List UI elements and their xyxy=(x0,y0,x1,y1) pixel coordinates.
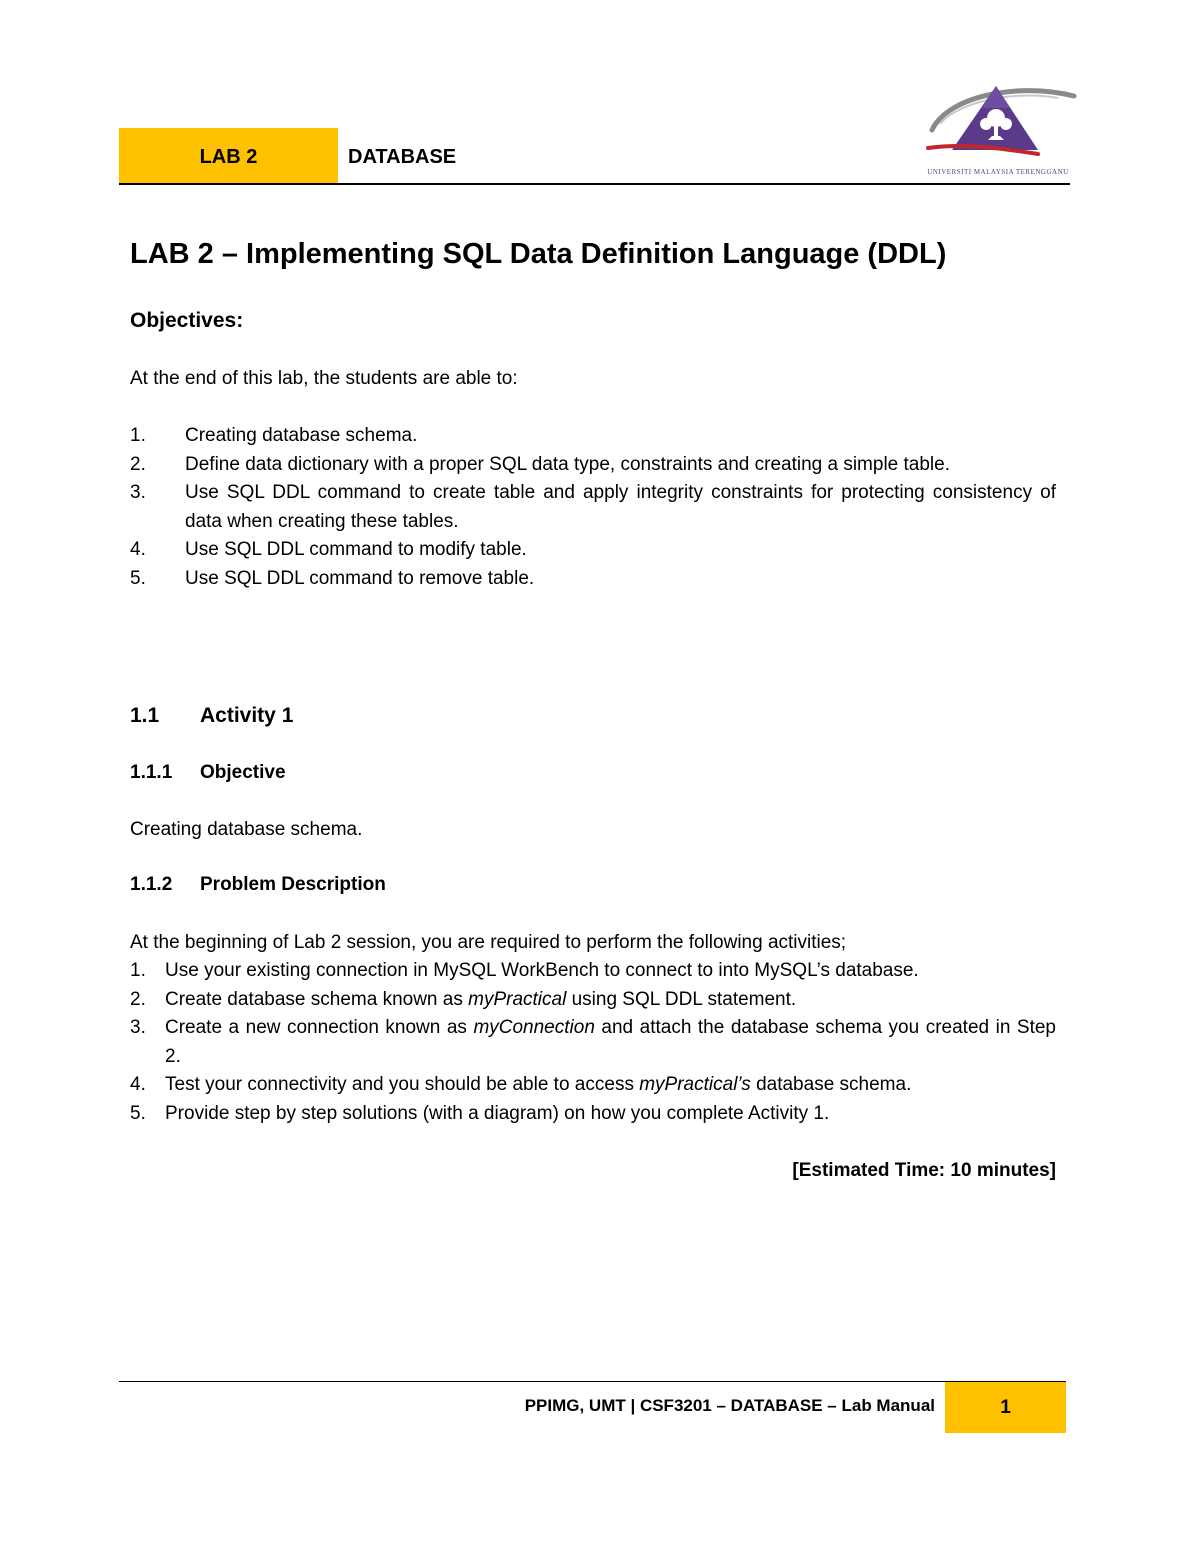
subsection-title: Problem Description xyxy=(200,874,386,895)
list-item: 2. Create database schema known as myPractical using SQL DDL statement. xyxy=(130,988,797,1010)
section-number: 1.1 xyxy=(130,704,160,727)
subject-label: DATABASE xyxy=(348,146,457,168)
list-item: 5. Use SQL DDL command to remove table. xyxy=(130,567,535,589)
objectives-list xyxy=(130,422,1056,593)
footer-divider xyxy=(119,1381,1066,1382)
list-item: 1. Use your existing connection in MySQL WorkBench to connect to into MySQL’s database. xyxy=(130,960,919,981)
estimated-time: [Estimated Time: 10 minutes] xyxy=(792,1160,1056,1181)
list-item: 1. Creating database schema. xyxy=(130,425,418,446)
list-item: 4. Test your connectivity and you should be able to access myPractical’s database schema. xyxy=(130,1074,912,1095)
subsection-number: 1.1.1 xyxy=(130,762,173,783)
list-item: 3. Create a new connection known as myConnection and attach the database schema you created in Step 2. xyxy=(130,1017,1056,1067)
subsection-title: Objective xyxy=(200,762,286,783)
list-item: 3. Use SQL DDL command to create table and apply integrity constraints for protecting consistency of data when creating these tables. xyxy=(130,482,1056,532)
lab-tab: LAB 2 xyxy=(119,128,338,183)
section-heading-activity xyxy=(130,704,1056,728)
footer-text: PPIMG, UMT | CSF3201 – DATABASE – Lab Manual xyxy=(524,1396,935,1415)
problem-intro: At the beginning of Lab 2 session, you are required to perform the following activities; xyxy=(130,932,847,953)
list-item: 4. Use SQL DDL command to modify table. xyxy=(130,539,527,560)
page-title: LAB 2 – Implementing SQL Data Definition Language (DDL) xyxy=(130,238,947,270)
section-title: Activity 1 xyxy=(200,704,294,727)
subsection-heading-problem xyxy=(130,874,1056,896)
list-item: 2. Define data dictionary with a proper SQL data type, constraints and creating a simple table. xyxy=(130,453,951,475)
objectives-intro: At the end of this lab, the students are able to: xyxy=(130,368,518,389)
university-logo xyxy=(918,78,1078,186)
subsection-number: 1.1.2 xyxy=(130,874,173,895)
objective-text: Creating database schema. xyxy=(130,819,363,840)
list-item: 5. Provide step by step solutions (with a diagram) on how you complete Activity 1. xyxy=(130,1102,830,1124)
subsection-heading-objective xyxy=(130,762,1056,784)
page-number: 1 xyxy=(945,1382,1066,1433)
activity-steps-list xyxy=(130,957,1056,1128)
svg-text:UNIVERSITI MALAYSIA TERENGGANU: UNIVERSITI MALAYSIA TERENGGANU xyxy=(927,168,1069,176)
objectives-heading: Objectives: xyxy=(130,309,244,332)
